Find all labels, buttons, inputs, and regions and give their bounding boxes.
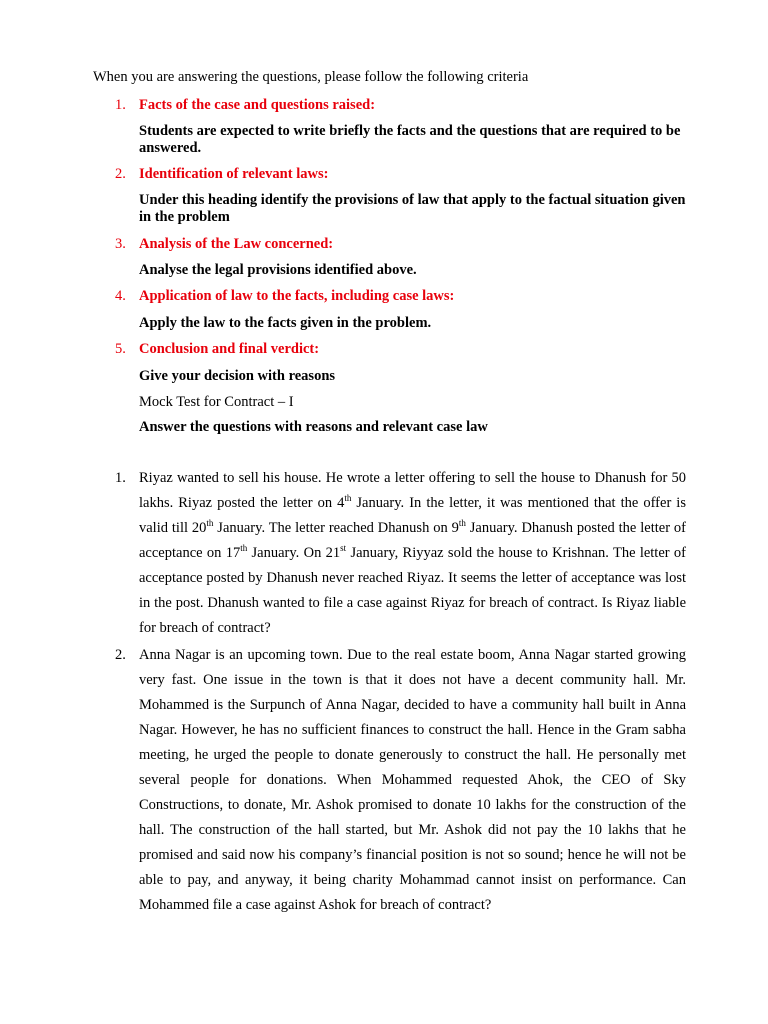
- ordinal-suffix: th: [344, 493, 352, 504]
- criterion-number: 2.: [115, 166, 126, 182]
- question-text: Anna Nagar is an upcoming town. Due to the real estate boom, Anna Nagar started growing very fast. One issue in the town is that it does not have a decent community hall. Mr. Mohammed is the Surpunch of Anna Nagar, decided to have a community hall built in Anna Nagar. However, he has no sufficient finances to construct the hall. Hence in the Gram sabha meeting, he urged the people to donate generously to construct the hall. He personally met several people for donations. When Mohammed requested Ahok, the CEO of Sky Constructions, to donate, Mr. Ashok promised to donate 10 lakhs for the construction of the hall. The construction of the hall started, but Mr. Ashok did not pay the 10 lakhs that he promised and said now his company’s financial position is not so sound; hence he will not be able to pay, and anyway, it being charity Mohammad cannot insist on performance. Can Mohammed file a case against Ashok for breach of contract?: [139, 647, 686, 913]
- question-text-part: January. Dhanush posted the letter of acceptance on 17: [139, 520, 687, 561]
- criterion-body: Under this heading identify the provisions of law that apply to the factual situation given in the problem: [139, 192, 686, 225]
- question-number: 2.: [115, 647, 126, 663]
- question-text-part: January. The letter reached Dhanush on 9: [213, 520, 459, 536]
- criterion-number: 4.: [115, 288, 126, 304]
- question-text-part: January, Riyyaz sold the house to Krishnan. The letter of acceptance posted by Dhanush never reached Riyaz. It seems the letter of acceptance was lost in the post. Dhanush wanted to file a case against Riyaz for breach of contract. Is Riyaz liable for breach of contract?: [139, 545, 686, 636]
- criterion-heading: Facts of the case and questions raised:: [139, 97, 376, 113]
- criterion-body: Give your decision with reasons: [139, 368, 336, 384]
- criterion-number: 1.: [115, 97, 126, 113]
- question-text-part: January. In the letter, it was mentioned that the offer is valid till 20: [139, 495, 686, 536]
- criterion-heading: Application of law to the facts, including case laws:: [139, 288, 455, 304]
- question-text-part: Riyaz wanted to sell his house. He wrote a letter offering to sell the house to Dhanush for 50 lakhs. Riyaz posted the letter on 4: [139, 470, 686, 511]
- criterion-number: 3.: [115, 236, 126, 252]
- criterion-number: 5.: [115, 341, 126, 357]
- criterion-body: Analyse the legal provisions identified above.: [139, 262, 417, 278]
- instruction-text: Answer the questions with reasons and relevant case law: [139, 419, 488, 435]
- ordinal-suffix: th: [206, 518, 214, 529]
- question-text: [139, 466, 686, 641]
- test-title: Mock Test for Contract – I: [139, 394, 294, 410]
- criterion-heading: Identification of relevant laws:: [139, 166, 329, 182]
- ordinal-suffix: st: [340, 543, 347, 554]
- question-text-part: January. On 21: [247, 545, 341, 561]
- criterion-body: Apply the law to the facts given in the problem.: [139, 315, 432, 331]
- ordinal-suffix: th: [240, 543, 248, 554]
- criterion-heading: Analysis of the Law concerned:: [139, 236, 334, 252]
- criterion-body: Students are expected to write briefly the facts and the questions that are required to be answered.: [139, 123, 681, 156]
- criterion-heading: Conclusion and final verdict:: [139, 341, 320, 357]
- ordinal-suffix: th: [458, 518, 466, 529]
- intro-text: When you are answering the questions, please follow the following criteria: [93, 69, 529, 85]
- question-number: 1.: [115, 470, 126, 486]
